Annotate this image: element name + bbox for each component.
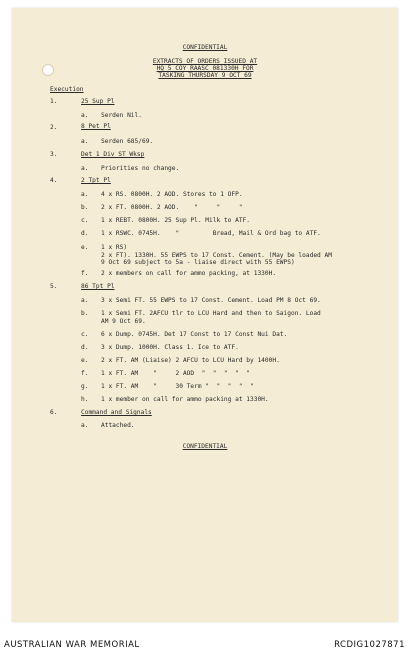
item-letter: h.	[81, 396, 89, 403]
section-number: 1.	[50, 98, 58, 105]
item-letter: g.	[81, 383, 89, 390]
classification-footer: CONFIDENTIAL	[182, 443, 228, 450]
document-body	[12, 8, 398, 622]
section-number: 3.	[50, 151, 58, 158]
item-letter: a.	[81, 422, 89, 429]
item-text-continuation: 9 Oct 69 subject to 5a - liaise direct with 55 EWPS)	[101, 259, 295, 266]
item-letter: b.	[81, 204, 89, 211]
archive-institution: AUSTRALIAN WAR MEMORIAL	[4, 640, 140, 650]
item-letter: d.	[81, 230, 89, 237]
classification-header: CONFIDENTIAL	[182, 44, 228, 51]
item-letter: f.	[81, 370, 89, 377]
section-number: 4.	[50, 177, 58, 184]
item-text: 1 x RS)	[101, 244, 128, 251]
item-text: 2 x members on call for ammo packing, at 1330H.	[101, 270, 277, 277]
item-letter: c.	[81, 217, 89, 224]
item-letter: a.	[81, 297, 89, 304]
item-letter: a.	[81, 191, 89, 198]
item-text: 1 x FT. AM " 30 Term " " " " "	[101, 383, 254, 390]
item-text: 1 x FT. AM " 2 AOD " " " " "	[101, 370, 251, 377]
item-text: Attached.	[101, 422, 135, 429]
section-title: 25 Sup Pl	[81, 98, 115, 105]
item-letter: c.	[81, 331, 89, 338]
item-letter: b.	[81, 310, 89, 317]
item-text-continuation: AM 9 Oct 69.	[101, 318, 146, 325]
item-letter: f.	[81, 270, 89, 277]
item-text: 1 x RSWC. 0745H. " Bread, Mail & Ord bag to ATF.	[101, 230, 321, 237]
item-text: 3 x Dump. 1000H. Class 1. Ice to ATF.	[101, 344, 239, 351]
item-text: 1 x REBT. 0800H. 25 Sup Pl. Milk to ATF.	[101, 217, 251, 224]
title-line-1: EXTRACTS OF ORDERS ISSUED AT	[152, 58, 258, 65]
title-line-3: TASKING THURSDAY 9 OCT 69	[158, 72, 252, 79]
section-title: 8 Pet Pl	[81, 123, 111, 130]
item-text: 2 x FT. 0800H. 2 AOD. " " "	[101, 204, 243, 211]
item-letter: d.	[81, 344, 89, 351]
archive-reference: RCDIG1027871	[334, 640, 405, 650]
item-letter: a.	[81, 165, 89, 172]
item-text: 6 x Dump. 0745H. Det 17 Const to 17 Const Nui Dat.	[101, 331, 288, 338]
section-title: Det 1 Div ST Wksp	[81, 151, 145, 158]
section-number: 2.	[50, 124, 58, 131]
item-text: 1 x member on call for ammo packing at 1330H.	[101, 396, 269, 403]
section-title: 2 Tpt Pl	[81, 177, 111, 184]
section-title: Command and Signals	[81, 409, 152, 416]
document-page	[12, 8, 398, 622]
item-letter: a.	[81, 112, 89, 119]
section-number: 6.	[50, 409, 58, 416]
item-letter: a.	[81, 138, 89, 145]
title-line-2: HQ 5 COY RAASC 081330H FOR	[156, 65, 254, 72]
item-text: 2 x FT). 1330H. 55 EWPS to 17 Const. Cement. (May be loaded AM	[101, 252, 332, 259]
item-text: 4 x RS. 0800H. 2 AOD. Stores to 1 OFP.	[101, 191, 243, 198]
item-text: Priorities no change.	[101, 165, 180, 172]
item-text: 1 x Semi FT. 2AFCU tlr to LCU Hard and then to Saigon. Load	[101, 310, 321, 317]
item-text: Serden 685/69.	[101, 138, 154, 145]
section-title: 86 Tpt Pl	[81, 283, 115, 290]
item-text: 3 x Semi FT. 55 EWPS to 17 Const. Cement. Load PM 8 Oct 69.	[101, 297, 321, 304]
archive-footer	[0, 632, 409, 654]
item-letter: e.	[81, 357, 89, 364]
item-letter: e.	[81, 244, 89, 251]
section-number: 5.	[50, 283, 58, 290]
item-text: Serden Nil.	[101, 112, 142, 119]
execution-heading: Execution	[50, 86, 84, 93]
item-text: 2 x FT. AM (Liaise) 2 AFCU to LCU Hard by 1400H.	[101, 357, 280, 364]
